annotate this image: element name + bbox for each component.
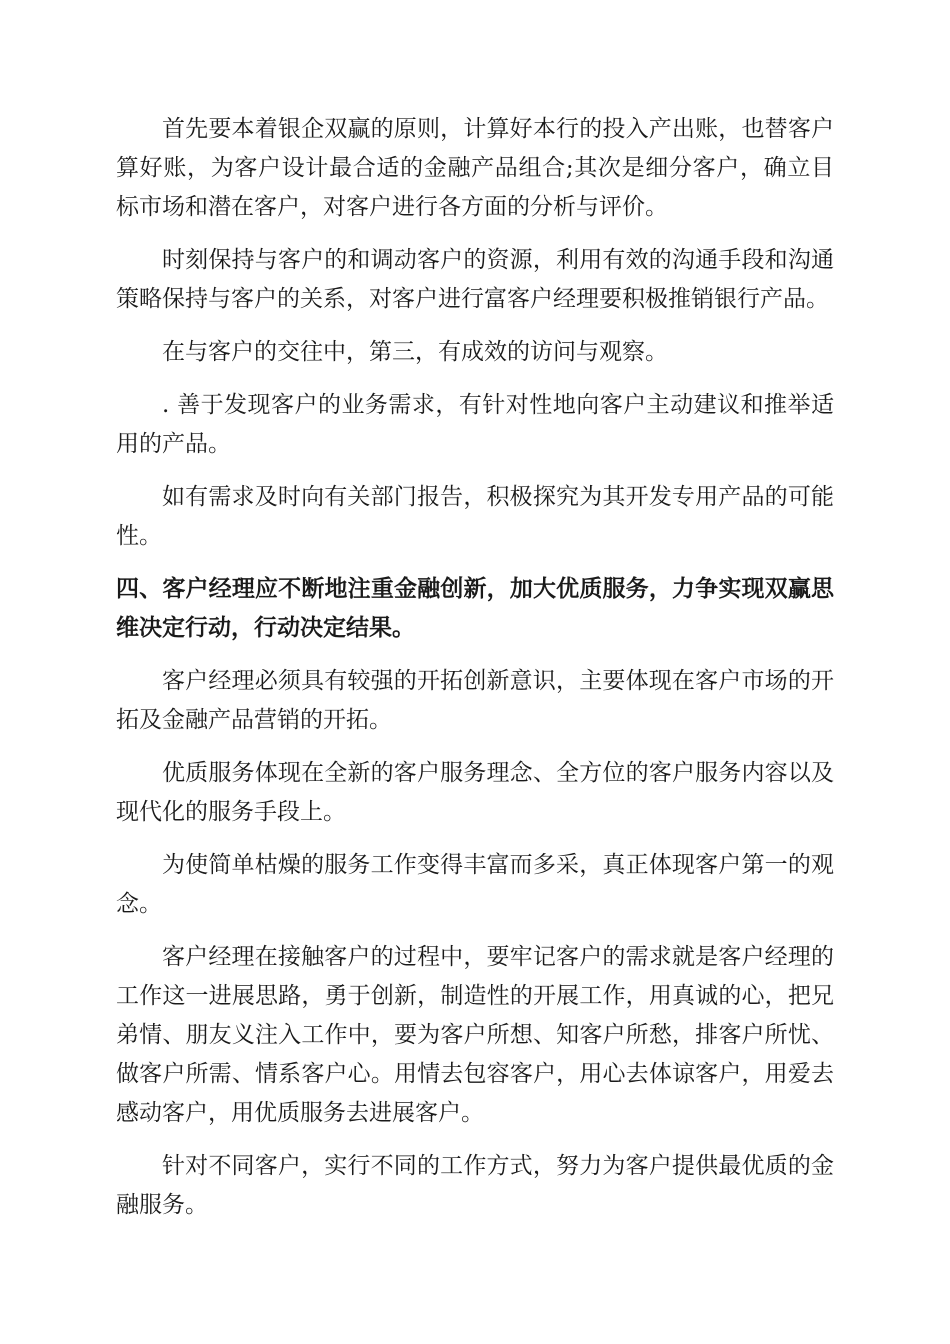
section-heading: 四、客户经理应不断地注重金融创新，加大优质服务，力争实现双赢思维决定行动，行动决定结果。	[116, 576, 834, 641]
paragraph-2: 时刻保持与客户的和调动客户的资源，利用有效的沟通手段和沟通策略保持与客户的关系，对客户进行富客户经理要积极推销银行产品。	[116, 247, 834, 312]
paragraph-3: 在与客户的交往中，第三，有成效的访问与观察。	[162, 339, 668, 365]
paragraph-4: . 善于发现客户的业务需求，有针对性地向客户主动建议和推举适用的产品。	[116, 392, 834, 457]
paragraph-8: 为使简单枯燥的服务工作变得丰富而多采，真正体现客户第一的观念。	[116, 852, 834, 917]
paragraph-9: 客户经理在接触客户的过程中，要牢记客户的需求就是客户经理的工作这一进展思路，勇于创新，制造性的开展工作，用真诚的心，把兄弟情、朋友义注入工作中，要为客户所想、知客户所愁，排客户所忧、做客户所需、情系客户心。用情去包容客户，用心去体谅客户，用爱去感动客户，用优质服务去进展客户。	[116, 944, 834, 1126]
paragraph-10: 针对不同客户，实行不同的工作方式，努力为客户提供最优质的金融服务。	[116, 1153, 834, 1218]
paragraph-1: 首先要本着银企双赢的原则，计算好本行的投入产出账，也替客户算好账，为客户设计最合适的金融产品组合;其次是细分客户，确立目标市场和潜在客户，对客户进行各方面的分析与评价。	[116, 116, 834, 220]
paragraph-5: 如有需求及时向有关部门报告，积极探究为其开发专用产品的可能性。	[116, 484, 834, 549]
paragraph-7: 优质服务体现在全新的客户服务理念、全方位的客户服务内容以及现代化的服务手段上。	[116, 760, 834, 825]
paragraph-6: 客户经理必须具有较强的开拓创新意识，主要体现在客户市场的开拓及金融产品营销的开拓。	[116, 668, 834, 733]
document-body	[116, 110, 834, 1239]
